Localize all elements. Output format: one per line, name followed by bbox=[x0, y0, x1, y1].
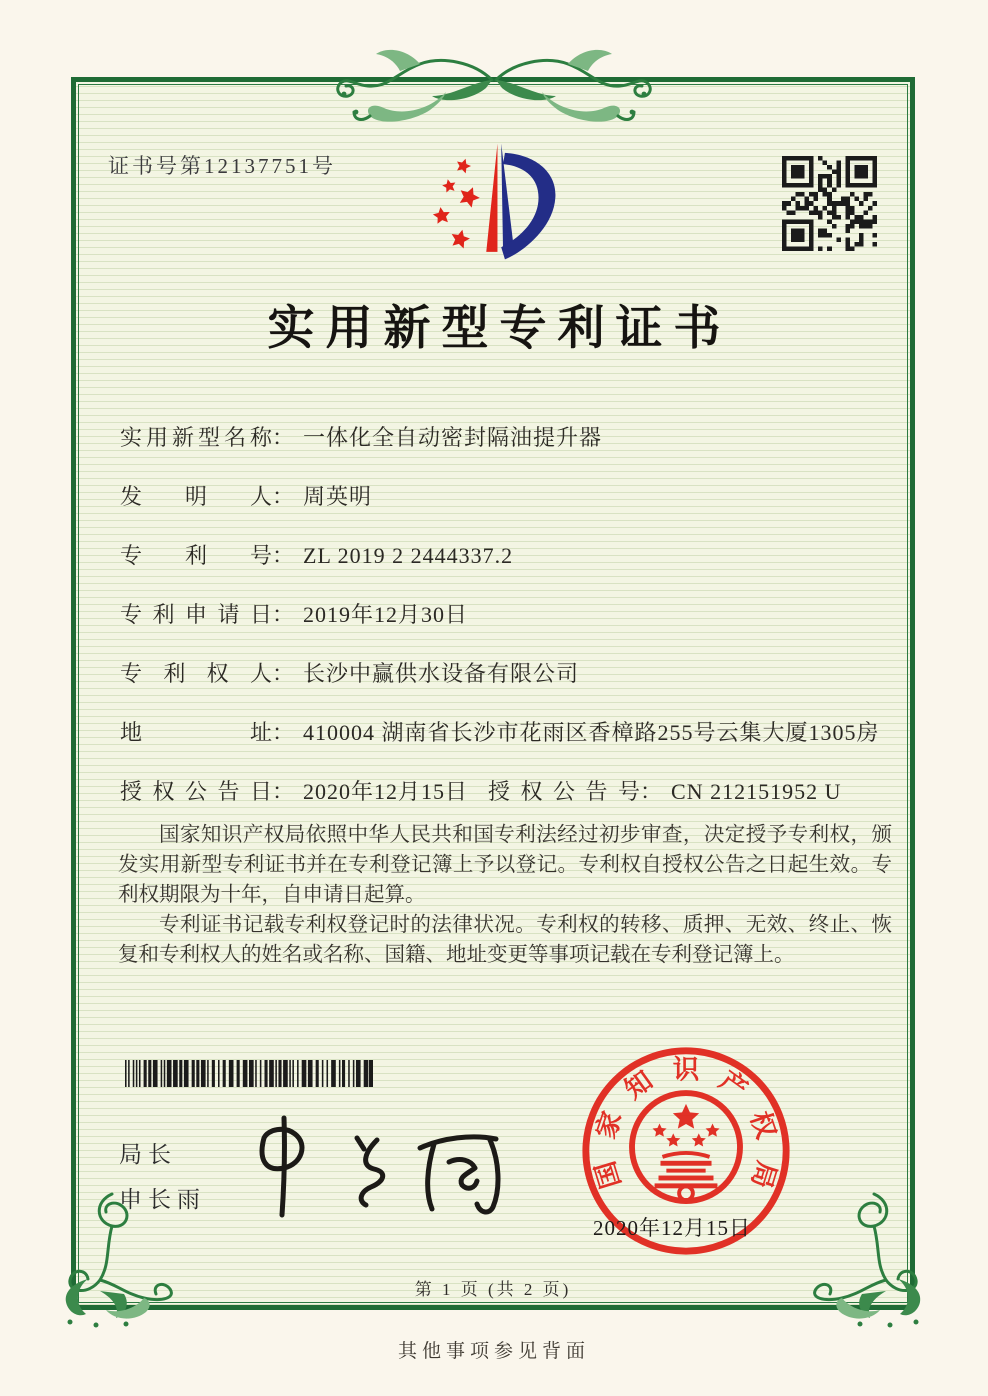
barcode bbox=[125, 1060, 373, 1087]
field-label: 专利号 bbox=[120, 543, 272, 568]
field-colon: ： bbox=[272, 543, 295, 568]
field-value: 一体化全自动密封隔油提升器 bbox=[303, 425, 603, 450]
qr-code bbox=[782, 156, 877, 251]
field-label: 地址 bbox=[120, 720, 272, 745]
floral-ornament-bottom-right-icon bbox=[798, 1192, 930, 1332]
svg-text:知: 知 bbox=[618, 1064, 658, 1105]
field-label: 专利权人 bbox=[120, 661, 272, 686]
certificate-number: 证书号第12137751号 bbox=[108, 154, 336, 178]
cnipa-patent-logo-icon bbox=[415, 138, 565, 278]
field-value: 2020年12月15日 bbox=[303, 779, 469, 804]
fields-section bbox=[120, 421, 892, 834]
legal-text-section bbox=[118, 820, 892, 970]
field-colon: ： bbox=[272, 779, 295, 804]
field-colon: ： bbox=[640, 779, 663, 804]
svg-text:家: 家 bbox=[590, 1107, 628, 1143]
page-number-note: 第 1 页 (共 2 页) bbox=[414, 1280, 572, 1299]
seal-date: 2020年12月15日 bbox=[593, 1216, 751, 1240]
legal-paragraph: 国家知识产权局依照中华人民共和国专利法经过初步审查，决定授予专利权，颁发实用新型专利证书并在专利登记簿上予以登记。专利权自授权公告之日起生效。专利权期限为十年，自申请日起算。 bbox=[118, 824, 892, 906]
svg-text:国: 国 bbox=[589, 1157, 627, 1192]
field-value: ZL 2019 2 2444337.2 bbox=[303, 543, 514, 568]
field-colon: ： bbox=[272, 602, 295, 627]
field-row-inventor bbox=[120, 480, 892, 539]
field-row-patentee bbox=[120, 657, 892, 716]
field-colon: ： bbox=[272, 661, 295, 686]
floral-ornament-top-icon bbox=[324, 36, 664, 128]
national-emblem-icon bbox=[632, 1093, 740, 1201]
back-side-note: 其他事项参见背面 bbox=[397, 1341, 590, 1362]
field-label: 专利申请日 bbox=[120, 602, 272, 627]
field-value: 410004 湖南省长沙市花雨区香樟路255号云集大厦1305房 bbox=[303, 720, 880, 745]
field-label: 授权公告日 bbox=[120, 779, 272, 804]
field-label: 授权公告号 bbox=[488, 779, 640, 804]
field-label: 实用新型名称 bbox=[120, 425, 272, 450]
signer-name: 申长雨 bbox=[119, 1186, 206, 1212]
legal-paragraph: 专利证书记载专利权登记时的法律状况。专利权的转移、质押、无效、终止、恢复和专利权人的姓名或名称、国籍、地址变更等事项记载在专利登记簿上。 bbox=[118, 914, 892, 966]
field-row-name bbox=[120, 421, 892, 480]
field-row-filing-date bbox=[120, 598, 892, 657]
grant-number-group bbox=[488, 775, 841, 806]
svg-text:权: 权 bbox=[744, 1107, 782, 1143]
svg-text:识: 识 bbox=[672, 1054, 700, 1085]
certificate-title: 实用新型专利证书 bbox=[267, 303, 732, 355]
svg-text:局: 局 bbox=[745, 1157, 783, 1192]
svg-text:产: 产 bbox=[714, 1064, 754, 1105]
field-label: 发明人 bbox=[120, 484, 272, 509]
field-value: CN 212151952 U bbox=[671, 779, 842, 804]
field-row-patent-no bbox=[120, 539, 892, 598]
field-value: 长沙中赢供水设备有限公司 bbox=[303, 661, 580, 686]
director-signature bbox=[222, 1108, 517, 1226]
field-value: 2019年12月30日 bbox=[303, 602, 469, 627]
signer-title: 局长 bbox=[119, 1141, 177, 1167]
field-value: 周英明 bbox=[303, 484, 373, 509]
field-colon: ： bbox=[272, 720, 295, 745]
field-row-address bbox=[120, 716, 892, 775]
field-colon: ： bbox=[272, 484, 295, 509]
field-colon: ： bbox=[272, 425, 295, 450]
